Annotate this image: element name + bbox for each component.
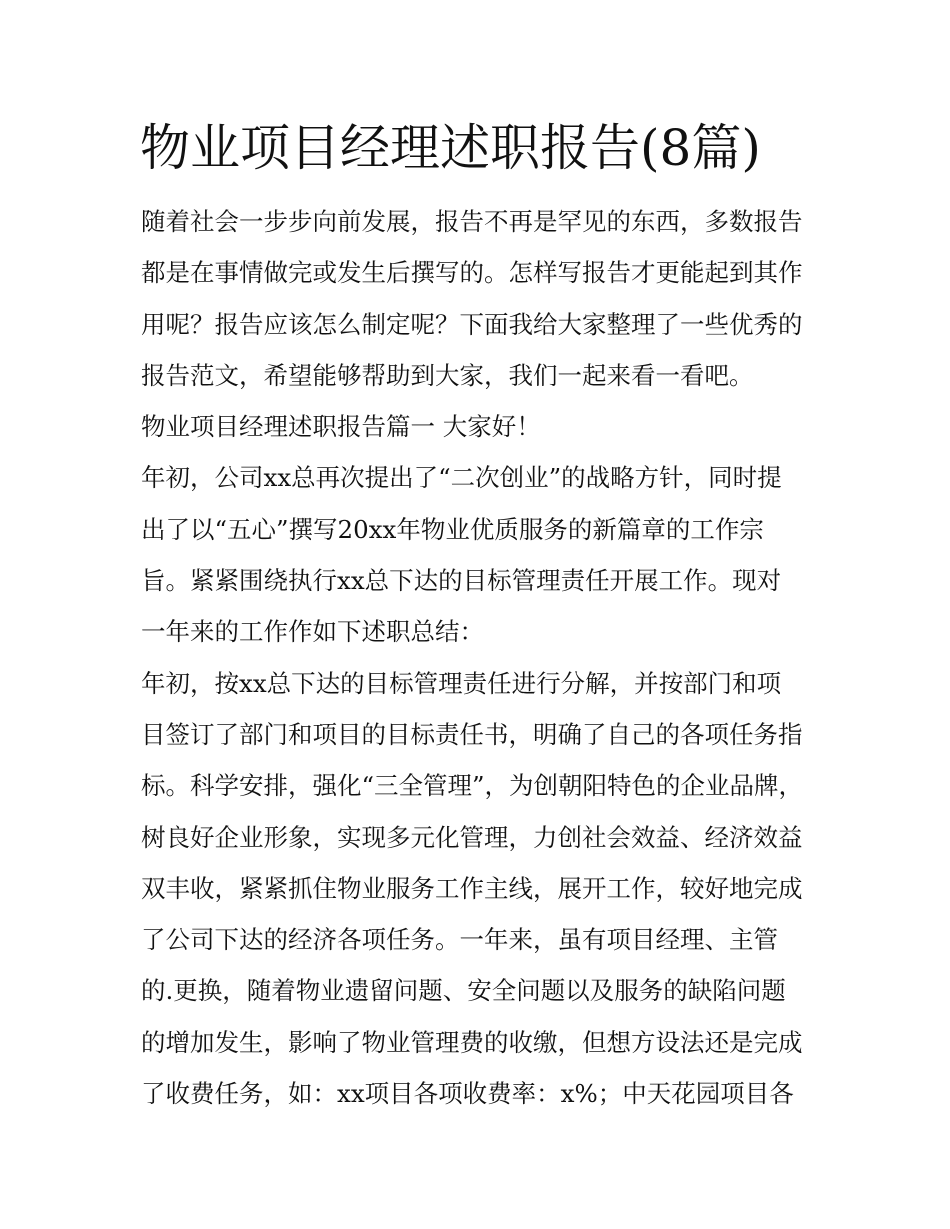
text-line: 出了以“五心”撰写20xx年物业优质服务的新篇章的工作宗 <box>141 514 764 544</box>
text-line: 用呢？报告应该怎么制定呢？下面我给大家整理了一些优秀的 <box>141 309 803 339</box>
text-line: 随着社会一步步向前发展，报告不再是罕见的东西，多数报告 <box>141 207 803 236</box>
text-line: 报告范文，希望能够帮助到大家，我们一起来看一看吧。 <box>141 360 754 390</box>
text-line: 的增加发生，影响了物业管理费的收缴，但想方设法还是完成 <box>141 1027 803 1057</box>
section-heading-line: 物业项目经理述职报告篇一 大家好！ <box>141 412 541 442</box>
text-line: 年初，公司xx总再次提出了“二次创业”的战略方针，同时提 <box>141 463 782 493</box>
text-line: 一年来的工作作如下述职总结： <box>141 617 484 647</box>
text-line: 的.更换，随着物业遗留问题、安全问题以及服务的缺陷问题 <box>141 976 786 1006</box>
text-line: 标。科学安排，强化“三全管理”，为创朝阳特色的企业品牌， <box>141 771 804 801</box>
text-line: 了公司下达的经济各项任务。一年来，虽有项目经理、主管 <box>141 925 778 955</box>
text-line: 目签订了部门和项目的目标责任书，明确了自己的各项任务指 <box>141 719 803 749</box>
text-line: 树良好企业形象，实现多元化管理，力创社会效益、经济效益 <box>141 822 803 852</box>
text-line: 了收费任务，如：xx项目各项收费率：x%；中天花园项目各 <box>141 1079 794 1109</box>
text-line: 都是在事情做完或发生后撰写的。怎样写报告才更能起到其作 <box>141 258 803 288</box>
text-line: 双丰收，紧紧抓住物业服务工作主线，展开工作，较好地完成 <box>141 873 803 903</box>
document-body <box>141 196 831 1119</box>
text-line: 旨。紧紧围绕执行xx总下达的目标管理责任开展工作。现对 <box>141 566 782 596</box>
text-line: 年初，按xx总下达的目标管理责任进行分解，并按部门和项 <box>141 668 782 698</box>
document-title: 物业项目经理述职报告(8篇) <box>140 119 761 177</box>
